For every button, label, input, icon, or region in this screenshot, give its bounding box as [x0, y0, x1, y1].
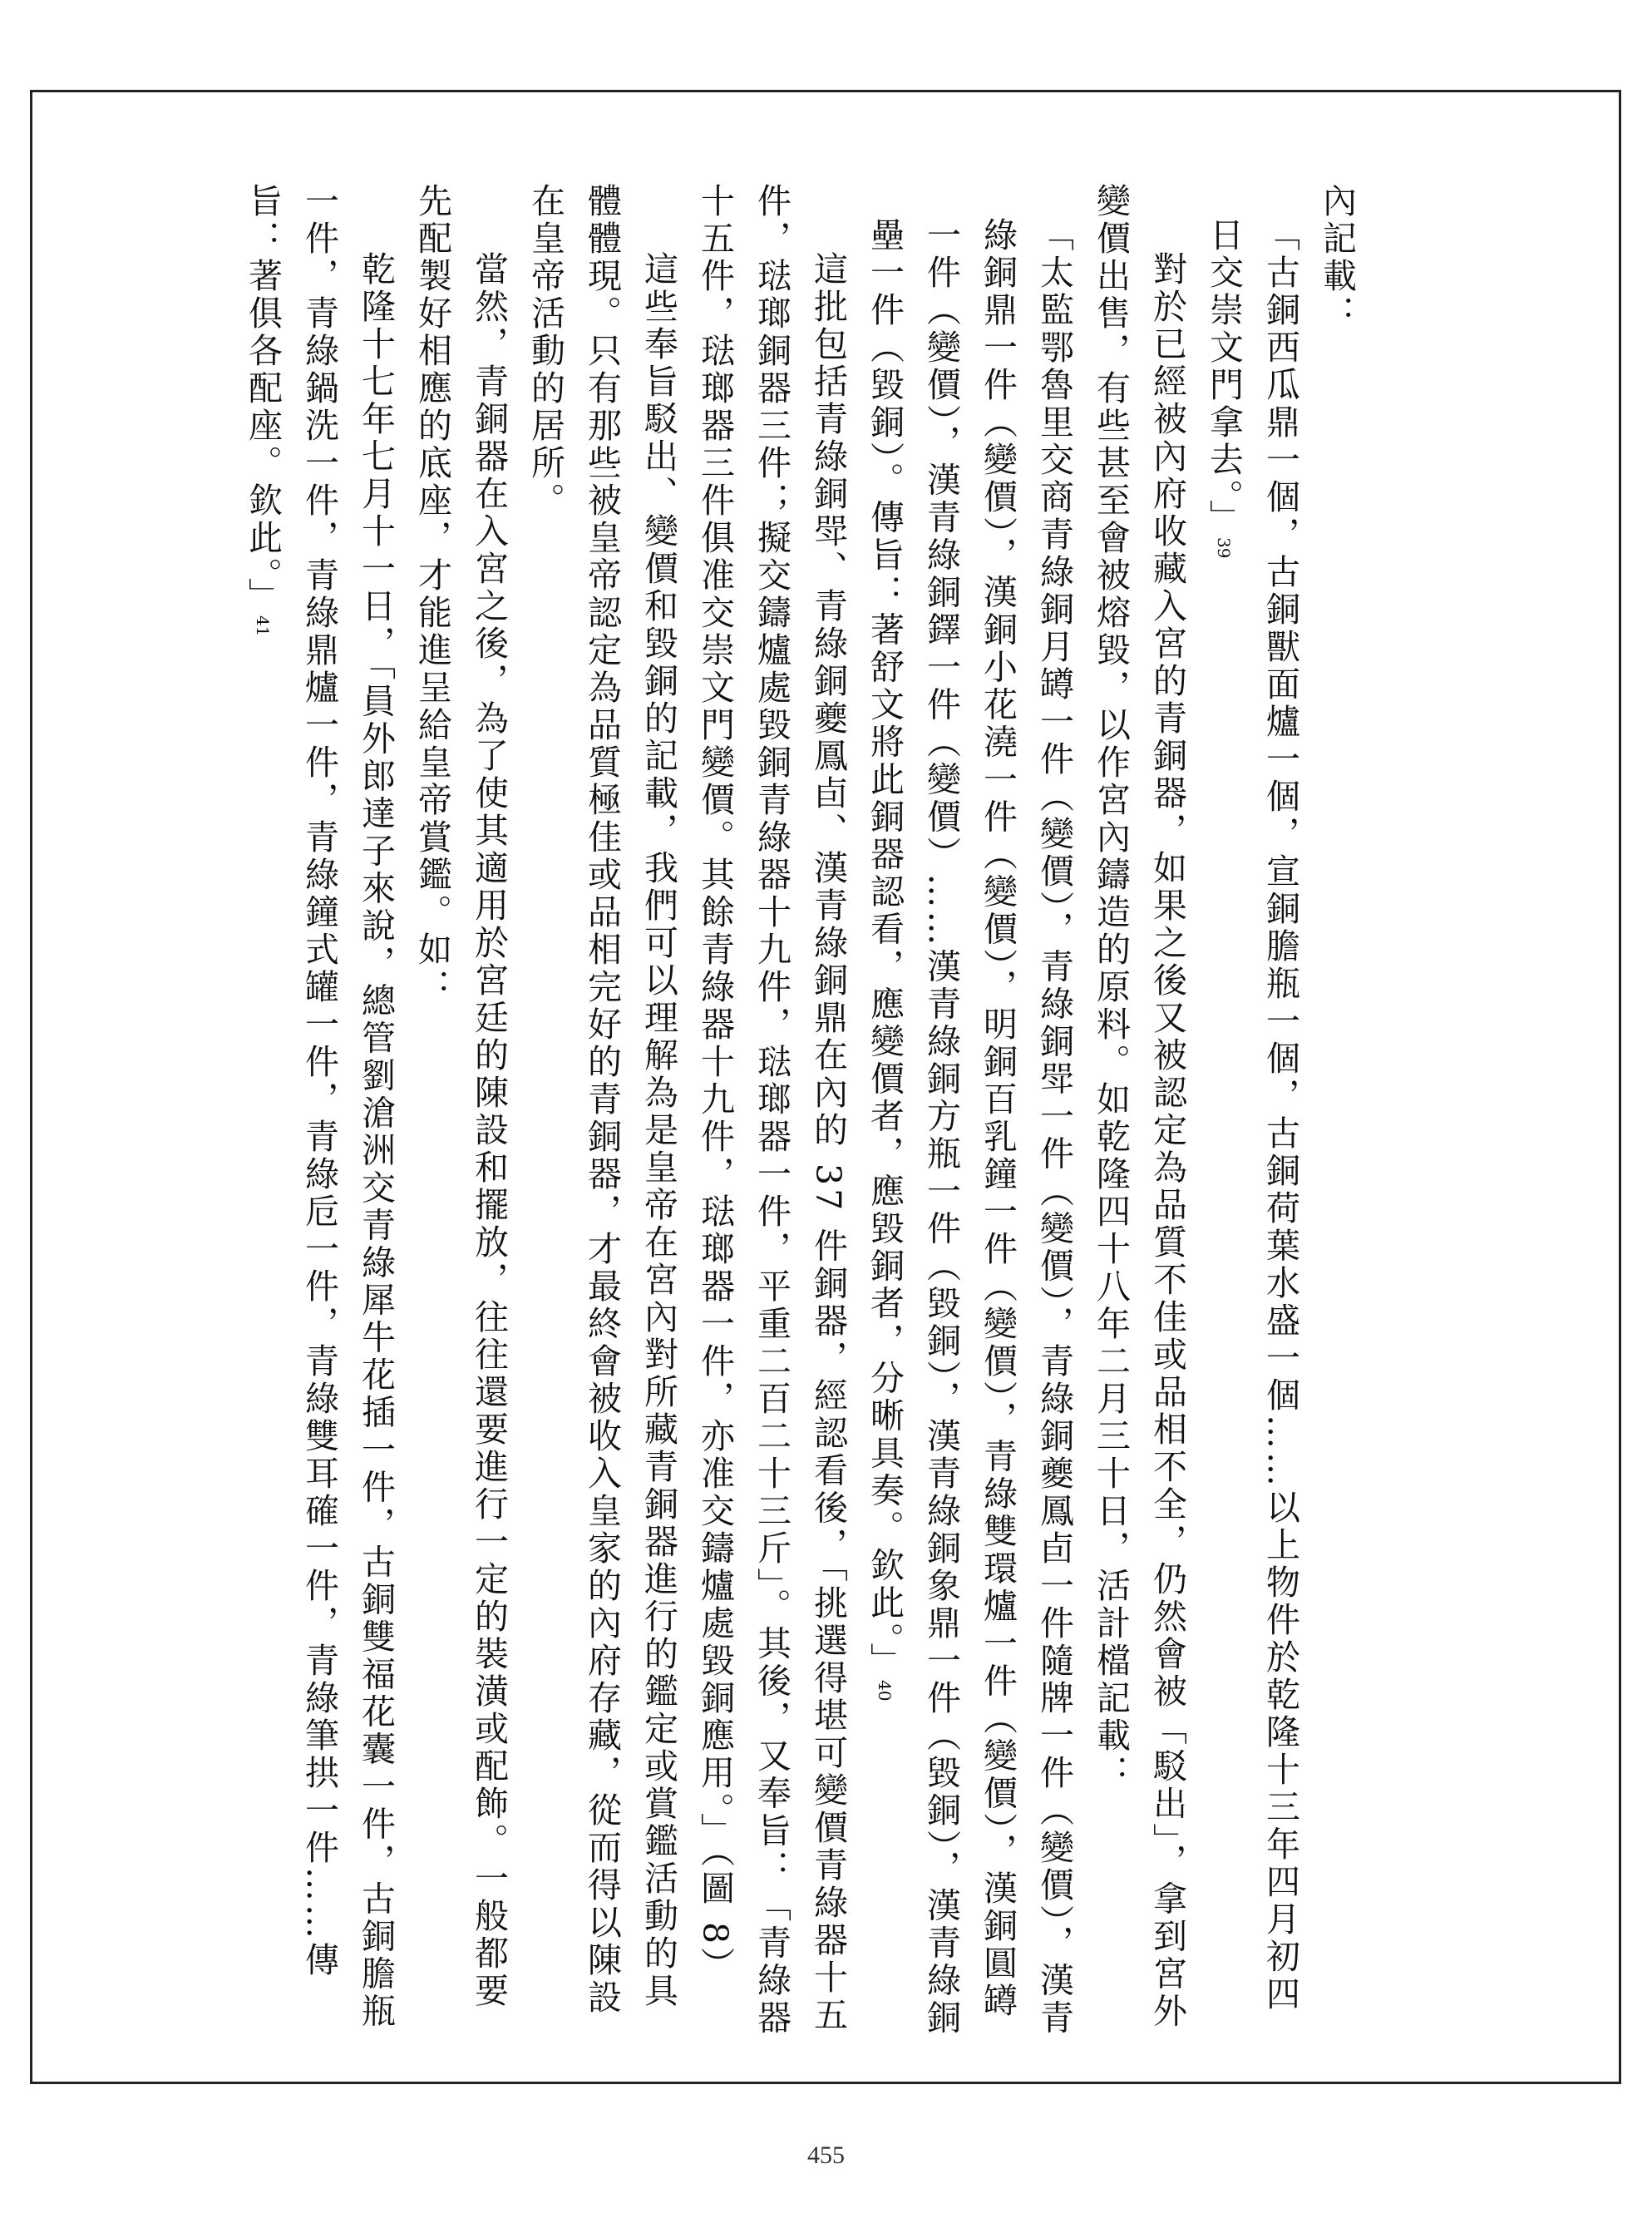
paragraph-intro: 內記載：: [1317, 183, 1357, 333]
paragraph-4: 這批包括青綠銅斝、青綠銅夔鳳卣、漢青綠銅鼎在內的 37 件銅器，經認看後，「挑選得堪可變價青綠器十五件，琺瑯銅器三件；擬交鑄爐處毀銅青綠器十九件，琺瑯器一件，平重二百二十三斤」。其後，又奉旨：「青綠器十五件，琺瑯器三件俱准交崇文門變價。其餘青綠器十九件，琺瑯器一件，亦准交鑄爐處毀銅應用。」（圖 8）: [695, 183, 848, 2038]
quote-paragraph-2: 「太監鄂魯里交商青綠銅月罇一件（變價），青綠銅斝一件（變價），青綠銅夔鳳卣一件隨牌一件（變價），漢青綠銅鼎一件（變價），漢銅小花澆一件（變價），明銅百乳鐘一件（變價），青綠雙環爐一件（變價），漢銅圓罇一件（變價），漢青綠銅鐸一件（變價）……漢青綠銅方瓶一件（毀銅），漢青綠銅象鼎一件（毀銅），漢青綠銅壘一件（毀銅）。傳旨：著舒文將此銅器認看，應變價者，應毀銅者，分晰具奏。欽此。」40: [865, 217, 1074, 2038]
quote-paragraph-1: 「古銅西瓜鼎一個，古銅獸面爐一個，宣銅膽瓶一個，古銅荷葉水盛一個……以上物件於乾隆十三年四月初四日交崇文門拿去。」39: [1204, 217, 1300, 2013]
footnote-ref-41: 41: [253, 615, 273, 636]
paragraph-2: 對於已經被內府收藏入宮的青銅器，如果之後又被認定為品質不佳或品相不全，仍然會被「駁出」，拿到宮外變價出售，有些甚至會被熔毀，以作宮內鑄造的原料。如乾隆四十八年二月三十日，活計檔記載：: [1091, 183, 1187, 2031]
paragraph-5: 這些奉旨駁出、變價和毀銅的記載，我們可以理解為是皇帝在宮內對所藏青銅器進行的鑑定或賞鑑活動的具體體現。只有那些被皇帝認定為品質極佳或品相完好的青銅器，才最終會被收入皇家的內府存藏，從而得以陳設在皇帝活動的居所。: [525, 183, 678, 2017]
page-number: 455: [807, 2141, 845, 2169]
footnote-ref-40: 40: [875, 1680, 895, 1702]
footnote-ref-39: 39: [1214, 536, 1234, 558]
paragraph-7: 乾隆十七年七月十一日，「員外郎達子來說，總管劉滄洲交青綠犀牛花插一件，古銅雙福花囊一件，古銅膽瓶一件，青綠鍋洗一件，青綠鼎爐一件，青綠鐘式罐一件，青綠卮一件，青綠雙耳確一件，青綠筆拱一件……傳旨：著俱各配座。欽此。」41: [243, 183, 396, 2031]
paragraph-6: 當然，青銅器在入宮之後，為了使其適用於宮廷的陳設和擺放，往往還要進行一定的裝潢或配飾。一般都要先配製好相應的底座，才能進呈給皇帝賞鑑。如：: [412, 183, 509, 2010]
body-text: [234, 183, 1365, 2038]
